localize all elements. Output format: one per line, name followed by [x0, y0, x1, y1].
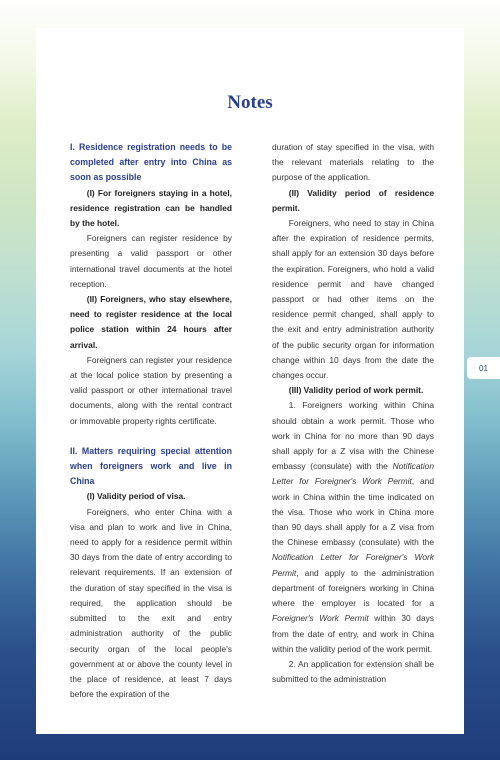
subsection-heading-residence-permit: (II) Validity period of residence permit. — [272, 187, 434, 213]
paragraph-visa: Foreigners, who enter China with a visa and plan to work and live in China, need to apply for a residence permit within 30 days from the date of entry according to relevant requirements. If an extension of the duration of stay specified in the visa is required, the application should be submitted to the exit and entry administration authority of the public security organ of the local people's government at or above the county level in the place of residence, at least 7 days before the expiration of the — [70, 506, 232, 700]
work-permit-letter-title-2: Notification Letter for Foreigner's Work Permit — [272, 552, 434, 578]
section-heading-1: I. Residence registration needs to be completed after entry into China as soon as possible — [70, 142, 232, 183]
right-column — [272, 140, 434, 687]
section-gap — [70, 429, 232, 444]
subsection-heading-hotel: (I) For foreigners staying in a hotel, residence registration can be handled by the hotel. — [70, 187, 232, 229]
subsection-heading-elsewhere: (II) Foreigners, who stay elsewhere, need to register residence at the local police station within 24 hours after arrival. — [70, 294, 232, 350]
paragraph-visa-continued: duration of stay specified in the visa, with the relevant materials relating to the purpose of the application. — [272, 142, 434, 183]
paragraph-elsewhere: Foreigners can register your residence at the local police station by presenting a valid passport or other international travel documents, along with the rental contract or immovable property rights certificate. — [70, 354, 232, 426]
paragraph-work-permit-2: 2. An application for extension shall be submitted to the administration — [272, 658, 434, 685]
work-permit-text-a: 1. Foreigners working within China should obtain a work permit. Those who work in China for no more than 90 days shall apply for a Z visa with the Chinese embassy (consulate) with the — [272, 400, 434, 472]
paragraph-residence-permit: Foreigners, who need to stay in China after the expiration of residence permits, shall apply for an extension 30 days before the expiration. Foreigners, who hold a valid residence permit and have changed passport or had other items on the residence permit changed, shall apply to the exit and entry administration authority of the public security organ for information change within 10 days from the date the changes occur. — [272, 218, 434, 381]
subsection-heading-work-permit: (III) Validity period of work permit. — [288, 385, 424, 396]
paragraph-hotel: Foreigners can register residence by presenting a valid passport or other international travel documents at the hotel reception. — [70, 233, 232, 289]
work-permit-text-c: , and apply to the administration department of foreigners working in China where the employer is located for a — [272, 567, 434, 609]
work-permit-text-b: , and work in China within the time indicated on the visa. Those who work in China more than 90 days shall apply for a Z visa from the Chinese embassy (consulate) with the — [272, 476, 434, 548]
page-title: Notes — [227, 92, 273, 113]
left-column — [70, 140, 232, 702]
work-permit-document-title: Foreigner's Work Permit — [272, 613, 369, 624]
section-heading-2: II. Matters requiring special attention when foreigners work and live in China — [70, 445, 232, 487]
paragraph-work-permit-1 — [272, 398, 434, 656]
page-number-tab: 01 — [467, 357, 500, 379]
work-permit-letter-title-1: Notification Letter for Foreigner's Work Permit — [272, 461, 434, 487]
subsection-heading-visa: (I) Validity period of visa. — [86, 491, 186, 502]
document-page — [36, 28, 464, 734]
work-permit-text-d: within 30 days from the date of entry, and work in China within the validity period of the work permit. — [272, 613, 434, 654]
